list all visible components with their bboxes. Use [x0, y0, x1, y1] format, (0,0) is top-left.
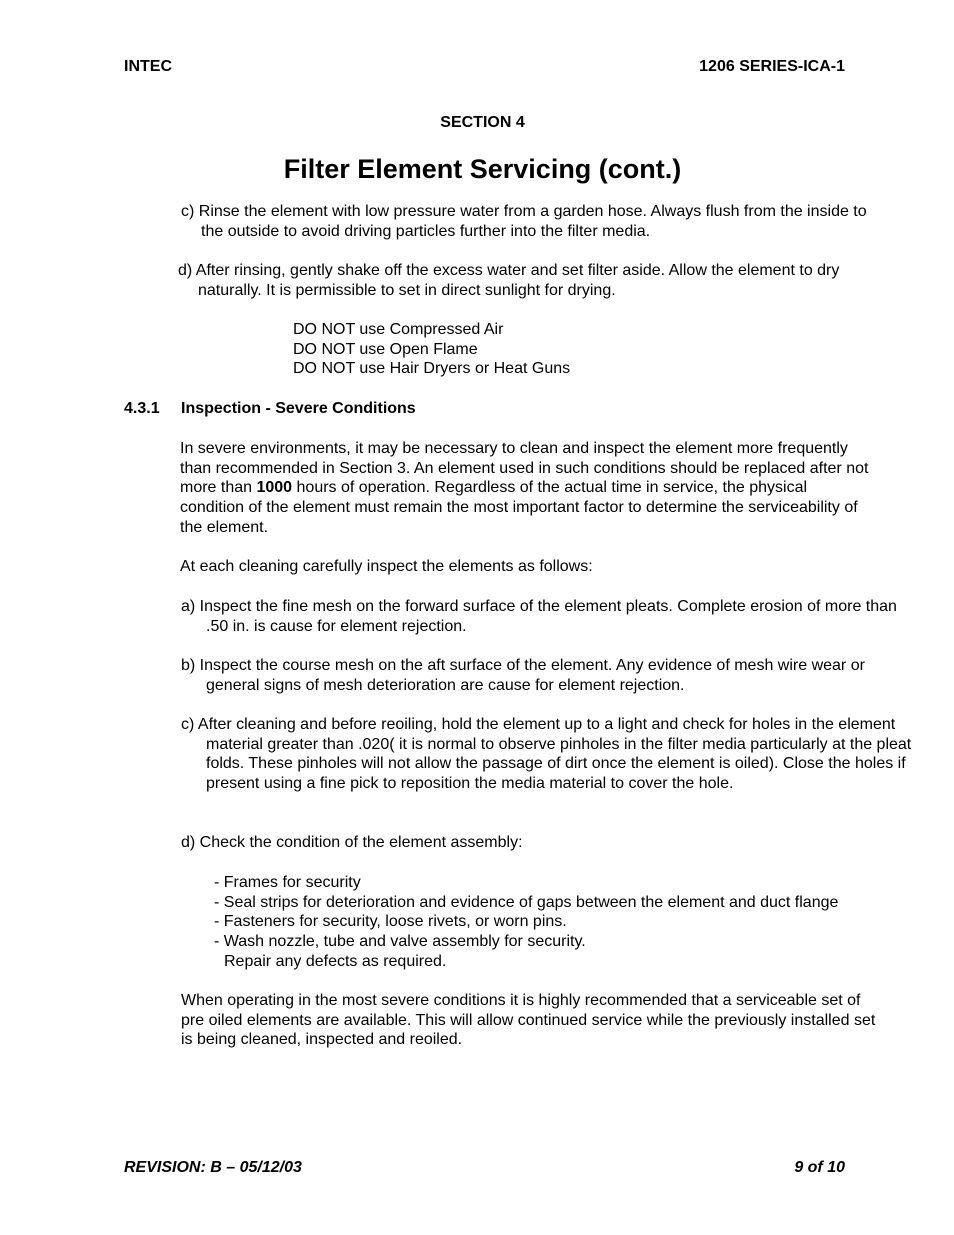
subsection-heading — [124, 400, 416, 418]
footer-revision: REVISION: B – 05/12/03 — [124, 1159, 302, 1176]
header-company: INTEC — [124, 58, 172, 75]
closing-paragraph: When operating in the most severe conditions it is highly recommended that a serviceable set of pre oiled elements are available. This will allow continued service while the previously installed set is being cleaned, inspected and reoiled. — [181, 992, 876, 1049]
warning-list — [293, 320, 693, 379]
inspection-item-a: a) Inspect the fine mesh on the forward surface of the element pleats. Complete erosion of more than .50 in. is cause for element rejection. — [181, 598, 897, 635]
section-label: SECTION 4 — [440, 114, 525, 131]
subsection-title: Inspection - Severe Conditions — [181, 400, 416, 417]
repair-note: Repair any defects as required. — [224, 952, 447, 970]
warning-item: DO NOT use Compressed Air — [293, 321, 504, 338]
warning-item: DO NOT use Hair Dryers or Heat Guns — [293, 360, 571, 378]
footer-page-number: 9 of 10 — [794, 1159, 845, 1176]
step-c-paragraph: c) Rinse the element with low pressure water from a garden hose. Always flush from the inside to the outside to avoid driving particles further into the filter media. — [181, 203, 867, 240]
step-d-paragraph: d) After rinsing, gently shake off the excess water and set filter aside. Allow the element to dry naturally. It is permissible to set in direct sunlight for drying. — [178, 262, 840, 299]
assembly-check-item: - Wash nozzle, tube and valve assembly for security. — [214, 933, 586, 951]
inspect-lead: At each cleaning carefully inspect the elements as follows: — [180, 558, 593, 575]
assembly-check-list — [214, 873, 914, 972]
assembly-check-item: - Fasteners for security, loose rivets, or worn pins. — [214, 913, 567, 931]
header-doc-id: 1206 SERIES-ICA-1 — [699, 58, 845, 75]
page-title: Filter Element Servicing (cont.) — [283, 154, 682, 184]
assembly-check-item: - Frames for security — [214, 874, 361, 891]
inspection-item-c: c) After cleaning and before reoiling, hold the element up to a light and check for holes in the element material greater than .020( it is normal to observe pinholes in the filter media particularly at the pleat folds. These pinholes will not allow the passage of dirt once the element is oiled). Close the holes if present using a fine pick to reposition the media material to cover the hole. — [181, 716, 912, 793]
subsection-number: 4.3.1 — [124, 400, 160, 417]
intro-hours-value: 1000 — [256, 479, 293, 497]
intro-paragraph — [180, 439, 875, 538]
inspection-item-d: d) Check the condition of the element assembly: — [181, 834, 523, 851]
inspection-item-b: b) Inspect the course mesh on the aft surface of the element. Any evidence of mesh wire wear or general signs of mesh deterioration are cause for element rejection. — [181, 657, 865, 694]
intro-text-start: In severe environments, it may be necessary to clean and inspect the element more frequently than recommended in Section 3. An element used in such conditions should be replaced after not more than — [180, 440, 869, 497]
warning-item: DO NOT use Open Flame — [293, 340, 478, 358]
intro-text-end: hours of operation. Regardless of the actual time in service, the physical condition of the element must remain the most important factor to determine the serviceability of the element. — [180, 479, 858, 536]
assembly-check-item: - Seal strips for deterioration and evidence of gaps between the element and duct flange — [214, 893, 839, 911]
